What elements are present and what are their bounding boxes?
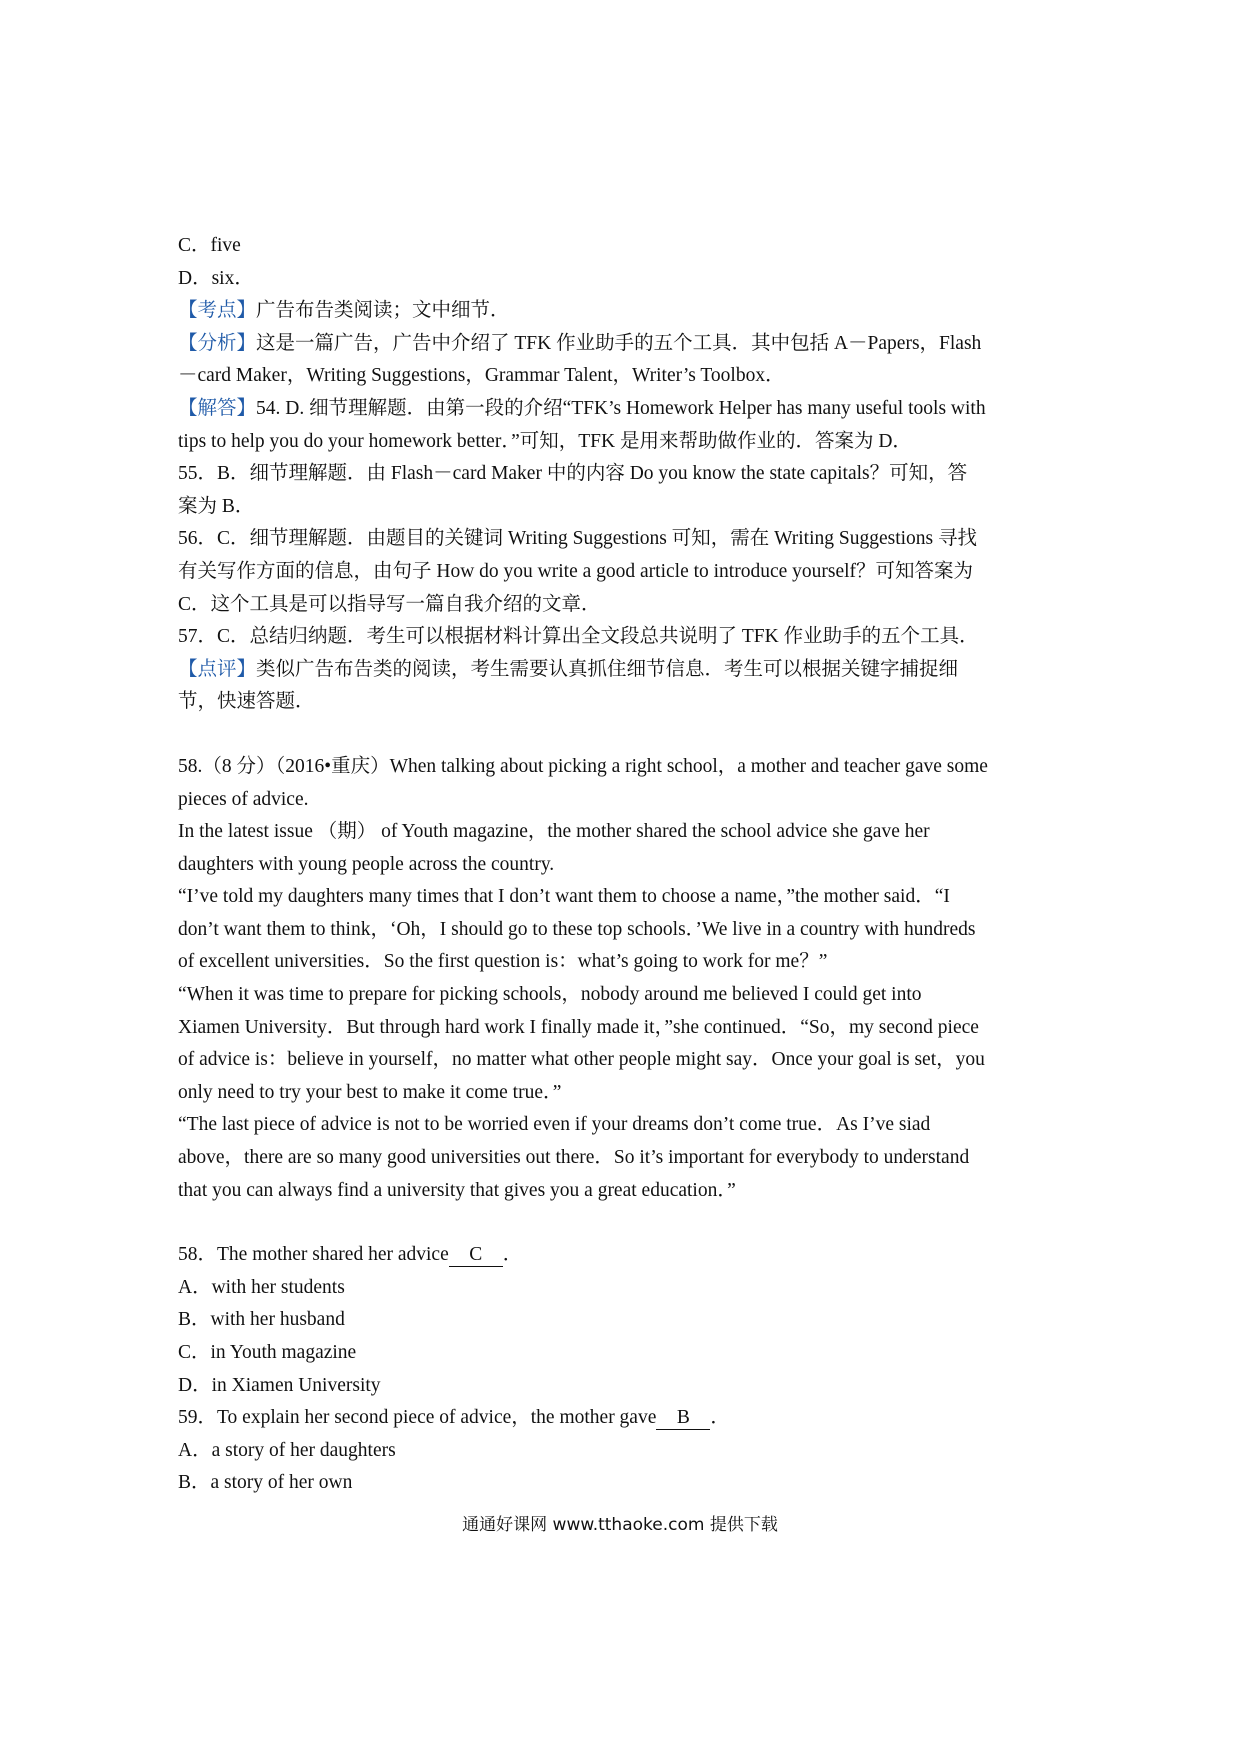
passage-p2-3: of excellent universities．So the first question is：what’s going to work for me？” — [178, 951, 828, 973]
section-gap — [178, 719, 1073, 751]
q57-line: 57．C．总结归纳题．考生可以根据材料计算出全文段总共说明了 TFK 作业助手的五个工具． — [178, 626, 979, 648]
passage-p1-1: In the latest issue （期） of Youth magazine，the mother shared the school advice she gave her — [178, 821, 930, 843]
q56-line-1: 56．C．细节理解题．由题目的关键词 Writing Suggestions 可知，需在 Writing Suggestions 寻找 — [178, 528, 978, 550]
q55-line-2: 案为 B． — [178, 495, 255, 517]
question-59 — [178, 1402, 1073, 1435]
q58-option-d: D．in Xiamen University — [178, 1374, 381, 1396]
q58-option-a: A．with her students — [178, 1276, 345, 1298]
dianping-line-1 — [178, 654, 1073, 687]
document-page — [178, 230, 1073, 1500]
jieda-line-1 — [178, 393, 1073, 426]
passage-p4-1: “The last piece of advice is not to be worried even if your dreams don’t come true．As I’ve siad — [178, 1114, 931, 1136]
q56-line-2: 有关写作方面的信息，由句子 How do you write a good article to introduce yourself？可知答案为 — [178, 560, 974, 582]
fenxi-line-2: －card Maker，Writing Suggestions，Grammar Talent，Writer’s Toolbox． — [178, 365, 785, 387]
passage-p3-3: of advice is：believe in yourself，no matter what other people might say．Once your goal is set，you — [178, 1049, 985, 1071]
fenxi-tag: 【分析】 — [178, 332, 257, 354]
kaodian-line — [178, 295, 1073, 328]
option-d: D．six． — [178, 267, 254, 289]
passage-p2-2: don’t want them to think，‘Oh，I should go to these top schools．’We live in a country with hundreds — [178, 918, 976, 940]
answer-blank: C — [449, 1244, 503, 1267]
dianping-line-2: 节，快速答题． — [178, 691, 315, 713]
dianping-text-1: 类似广告布告类的阅读，考生需要认真抓住细节信息．考生可以根据关键字捕捉细 — [256, 658, 959, 680]
question-59-stem: 59．To explain her second piece of advice，the mother gave — [178, 1407, 657, 1429]
kaodian-text: 广告布告类阅读；文中细节． — [256, 300, 510, 322]
passage-p3-2: Xiamen University．But through hard work I finally made it，”she continued．“So，my second piece — [178, 1016, 979, 1038]
q59-option-a: A．a story of her daughters — [178, 1439, 396, 1461]
option-c: C．five — [178, 235, 241, 256]
question-58-end: ． — [502, 1244, 523, 1266]
jieda-line-2: tips to help you do your homework better．”可知，TFK 是用来帮助做作业的．答案为 D． — [178, 430, 912, 452]
q58-option-b: B．with her husband — [178, 1309, 345, 1331]
q59-option-b: B．a story of her own — [178, 1472, 353, 1494]
fenxi-line-1 — [178, 328, 1073, 361]
passage-p4-3: that you can always find a university that gives you a great education．” — [178, 1179, 736, 1201]
question-59-end: ． — [710, 1407, 730, 1429]
question-58-stem: 58．The mother shared her advice — [178, 1244, 449, 1266]
passage-p3-1: “When it was time to prepare for picking schools，nobody around me believed I could get into — [178, 984, 922, 1006]
q55-line-1: 55．B．细节理解题．由 Flash－card Maker 中的内容 Do you know the state capitals？可知，答 — [178, 463, 968, 485]
question-58 — [178, 1239, 1073, 1272]
answer-blank: B — [656, 1407, 710, 1430]
q56-line-3: C．这个工具是可以指导写一篇自我介绍的文章． — [178, 593, 601, 615]
page-footer: 通通好课网 www.tthaoke.com 提供下载 — [462, 1515, 778, 1535]
q58-option-c: C．in Youth magazine — [178, 1342, 357, 1363]
section-gap — [178, 1207, 1073, 1239]
dianping-tag: 【点评】 — [178, 658, 257, 680]
jieda-text-1: 54. D. 细节理解题．由第一段的介绍“TFK’s Homework Helper has many useful tools with — [256, 397, 986, 419]
jieda-tag: 【解答】 — [178, 397, 257, 419]
passage-p2-1: “I’ve told my daughters many times that I don’t want them to choose a name，”the mother said．“I — [178, 886, 950, 908]
passage-p3-4: only need to try your best to make it come true．” — [178, 1081, 562, 1103]
passage-p4-2: above，there are so many good universities out there．So it’s important for everybody to understand — [178, 1147, 970, 1169]
kaodian-tag: 【考点】 — [178, 300, 257, 322]
passage-p1-2: daughters with young people across the country. — [178, 853, 555, 875]
fenxi-text-1: 这是一篇广告，广告中介绍了 TFK 作业助手的五个工具．其中包括 A－Papers，Flash — [256, 332, 982, 354]
passage-header-2: pieces of advice. — [178, 788, 309, 810]
passage-header-1: 58.（8 分）（2016•重庆）When talking about picking a right school，a mother and teacher gave some — [178, 755, 988, 777]
